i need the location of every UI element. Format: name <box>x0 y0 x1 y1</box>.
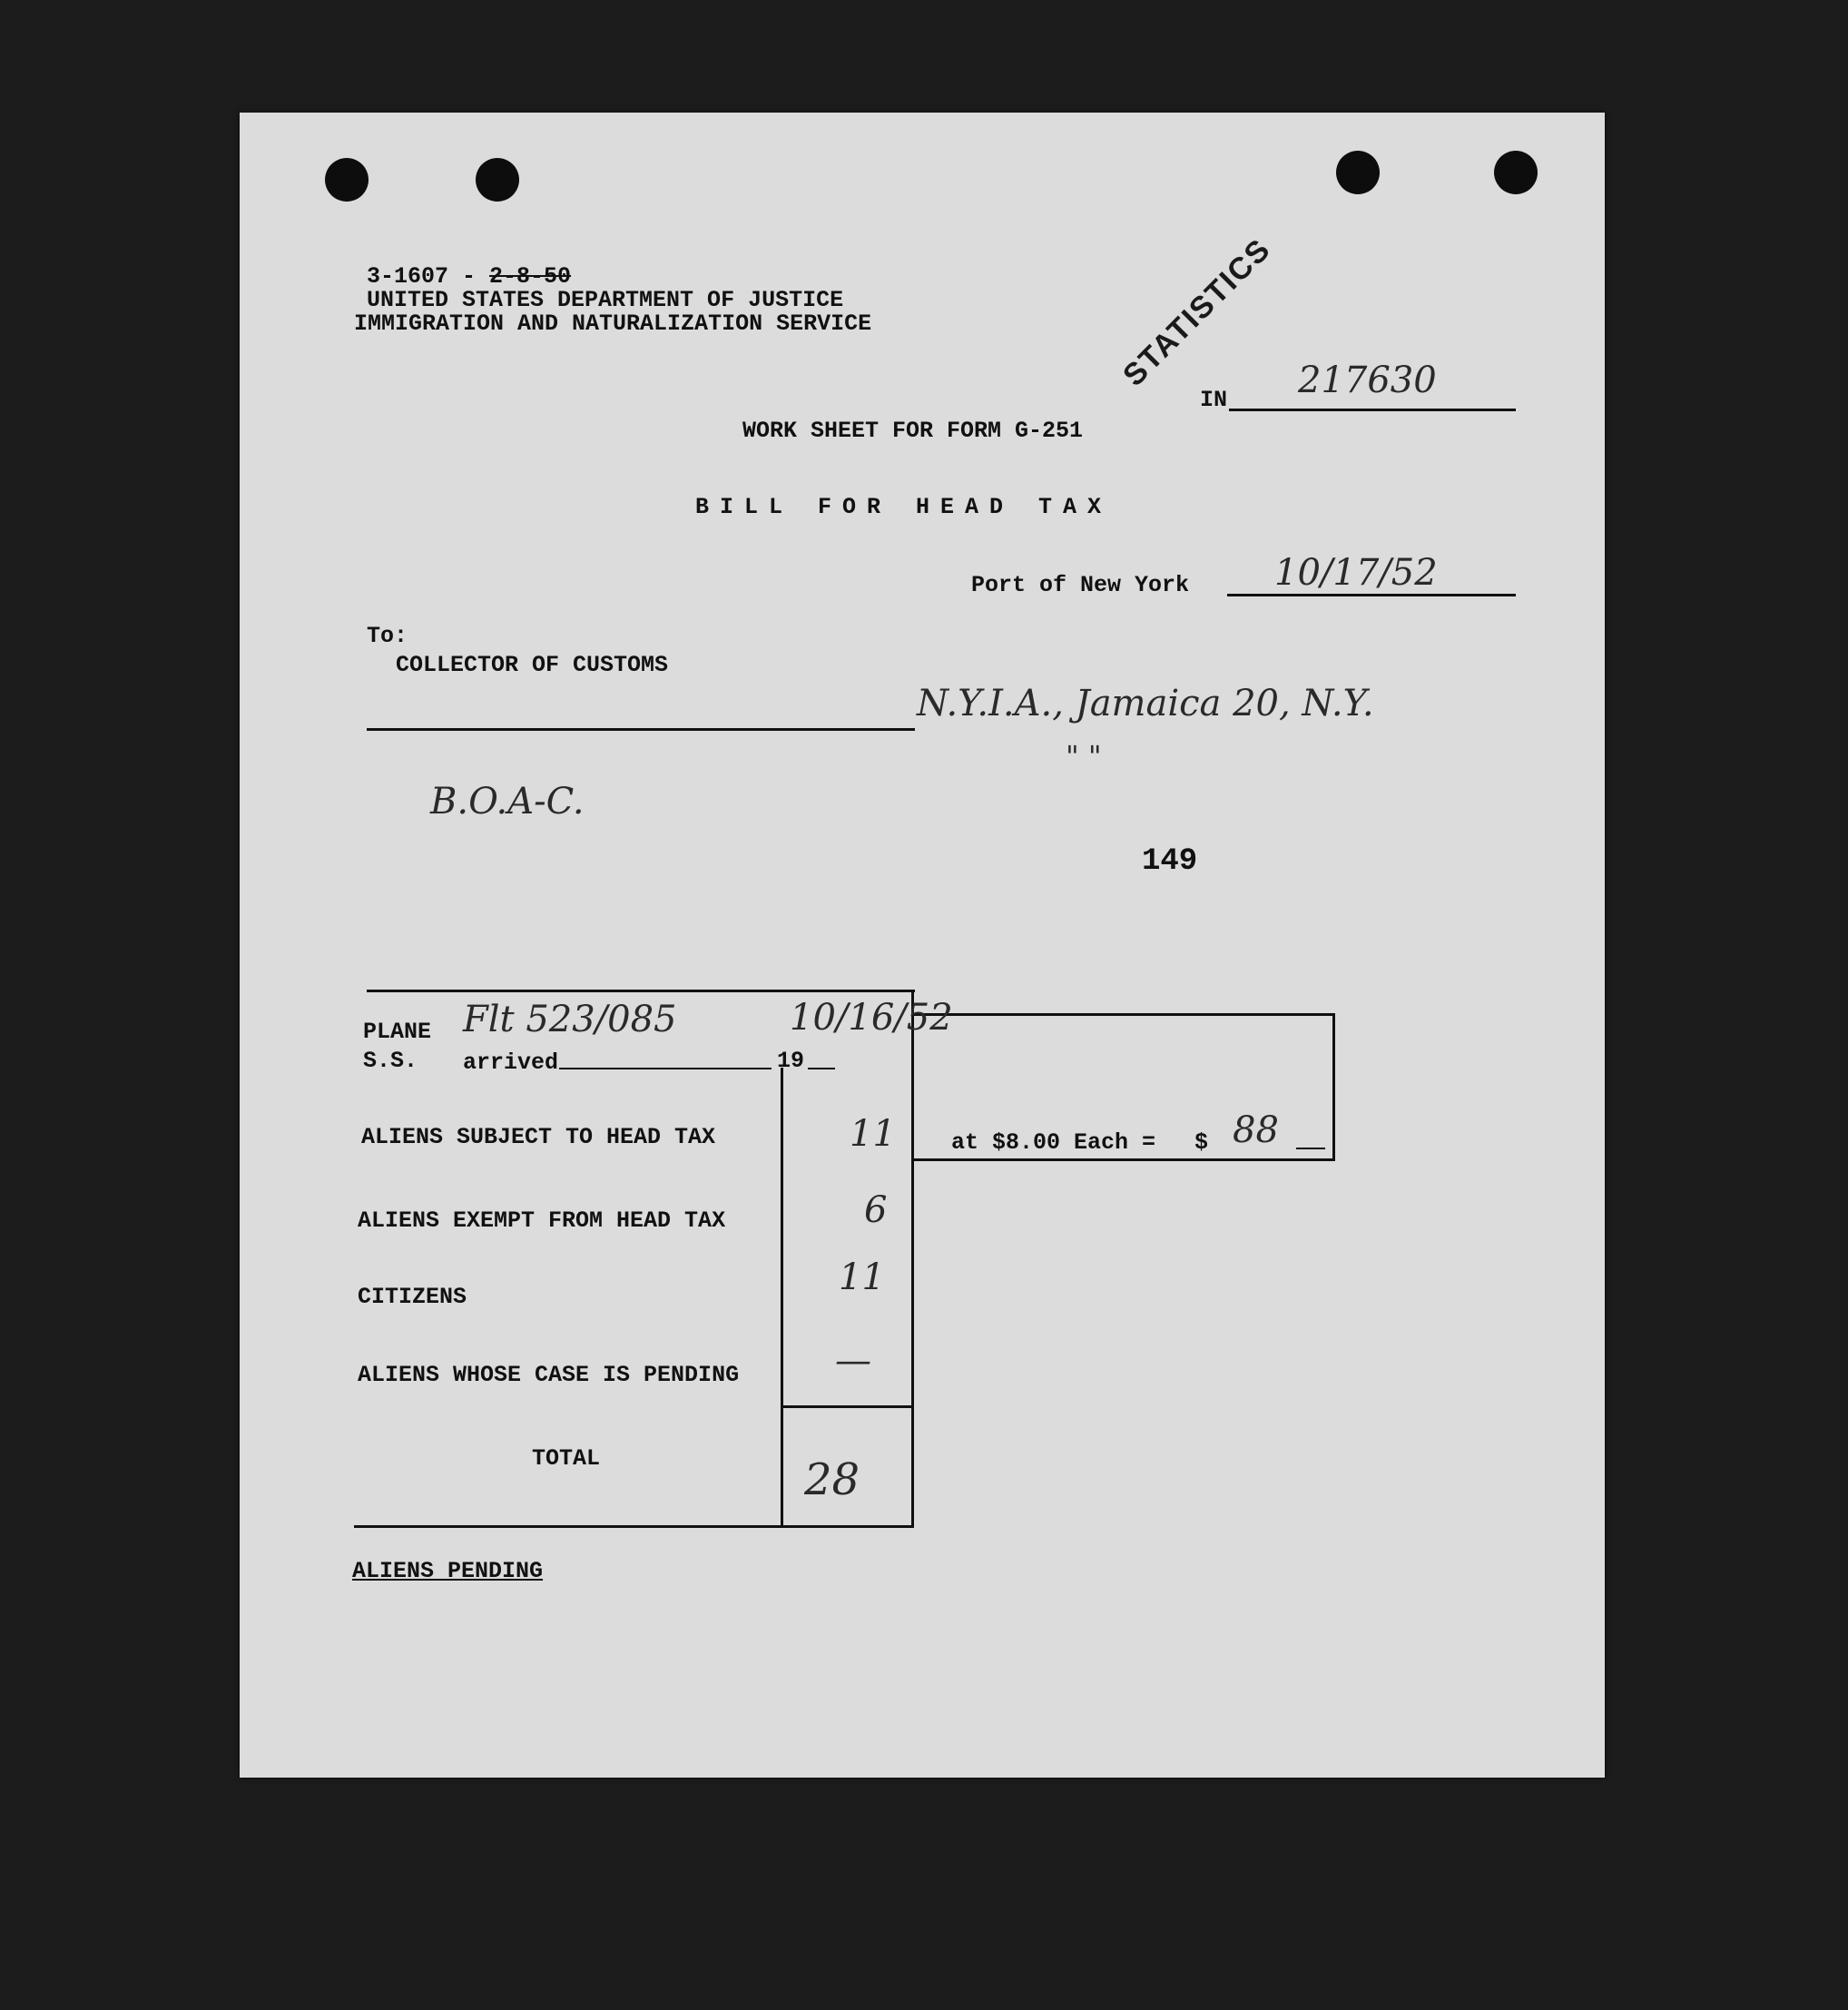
plane-label: PLANE <box>363 1019 432 1045</box>
to-name: COLLECTOR OF CUSTOMS <box>396 652 669 678</box>
page-subtitle: BILL FOR HEAD TAX <box>695 494 1113 520</box>
in-underline <box>1229 409 1516 411</box>
tax-amount-dash <box>1296 1148 1325 1149</box>
row-label-exempt: ALIENS EXEMPT FROM HEAD TAX <box>358 1207 726 1234</box>
to-address-underline <box>367 728 915 731</box>
to-address: N.Y.I.A., Jamaica 20, N.Y. <box>917 683 1374 724</box>
document-number: 149 <box>1142 844 1198 879</box>
row-value-citizens: 11 <box>839 1256 885 1298</box>
total-label: TOTAL <box>532 1445 601 1472</box>
punch-hole <box>325 158 369 202</box>
row-value-pending: — <box>835 1340 871 1382</box>
agency-line-2: IMMIGRATION AND NATURALIZATION SERVICE <box>354 310 872 337</box>
to-label: To: <box>367 623 408 649</box>
tax-box-right <box>1332 1013 1335 1160</box>
form-number-line: 3-1607 - 2-8-50 <box>367 263 572 290</box>
tax-box-bottom <box>911 1158 1335 1161</box>
total-value: 28 <box>804 1454 860 1505</box>
tax-amount: 88 <box>1233 1109 1279 1151</box>
punch-hole <box>476 158 519 202</box>
carrier-name: B.O.A-C. <box>430 781 585 823</box>
flight-number: Flt 523/085 <box>463 999 677 1040</box>
in-number: 217630 <box>1298 360 1437 401</box>
table-right-border <box>911 990 914 1527</box>
table-value-column-border <box>781 1068 783 1527</box>
row-label-pending: ALIENS WHOSE CASE IS PENDING <box>358 1362 740 1388</box>
agency-line-1: UNITED STATES DEPARTMENT OF JUSTICE <box>367 287 844 313</box>
rate-text: at $8.00 Each = <box>951 1129 1156 1156</box>
punch-hole <box>1336 151 1380 194</box>
tax-box-top <box>911 1013 1334 1016</box>
port-date: 10/17/52 <box>1274 552 1438 594</box>
year-underline <box>808 1068 835 1069</box>
port-date-underline <box>1227 594 1516 596</box>
row-label-citizens: CITIZENS <box>358 1284 467 1310</box>
year-prefix: 19 <box>777 1048 805 1074</box>
aliens-pending-label: ALIENS PENDING <box>352 1558 544 1584</box>
arrival-date: 10/16/52 <box>790 997 953 1039</box>
row-value-subject: 11 <box>850 1113 896 1155</box>
port-label: Port of New York <box>971 572 1190 598</box>
in-label: IN <box>1200 387 1228 413</box>
arrived-underline <box>559 1068 772 1069</box>
table-bottom-rule <box>354 1525 914 1528</box>
form-date: 2-8-50 <box>489 263 572 290</box>
ditto-marks: " " <box>1066 739 1102 773</box>
dollar-sign: $ <box>1194 1129 1209 1156</box>
table-top-rule <box>367 990 915 992</box>
punch-hole <box>1494 151 1538 194</box>
form-number: 3-1607 <box>367 263 449 290</box>
row-label-subject: ALIENS SUBJECT TO HEAD TAX <box>361 1124 716 1150</box>
total-separator <box>781 1405 914 1408</box>
document-page <box>240 113 1605 1778</box>
page-title: WORK SHEET FOR FORM G-251 <box>742 418 1084 444</box>
row-value-exempt: 6 <box>864 1189 888 1231</box>
statistics-stamp: STATISTICS <box>1116 232 1278 393</box>
arrived-label: arrived <box>463 1049 559 1076</box>
ss-label: S.S. <box>363 1048 418 1074</box>
